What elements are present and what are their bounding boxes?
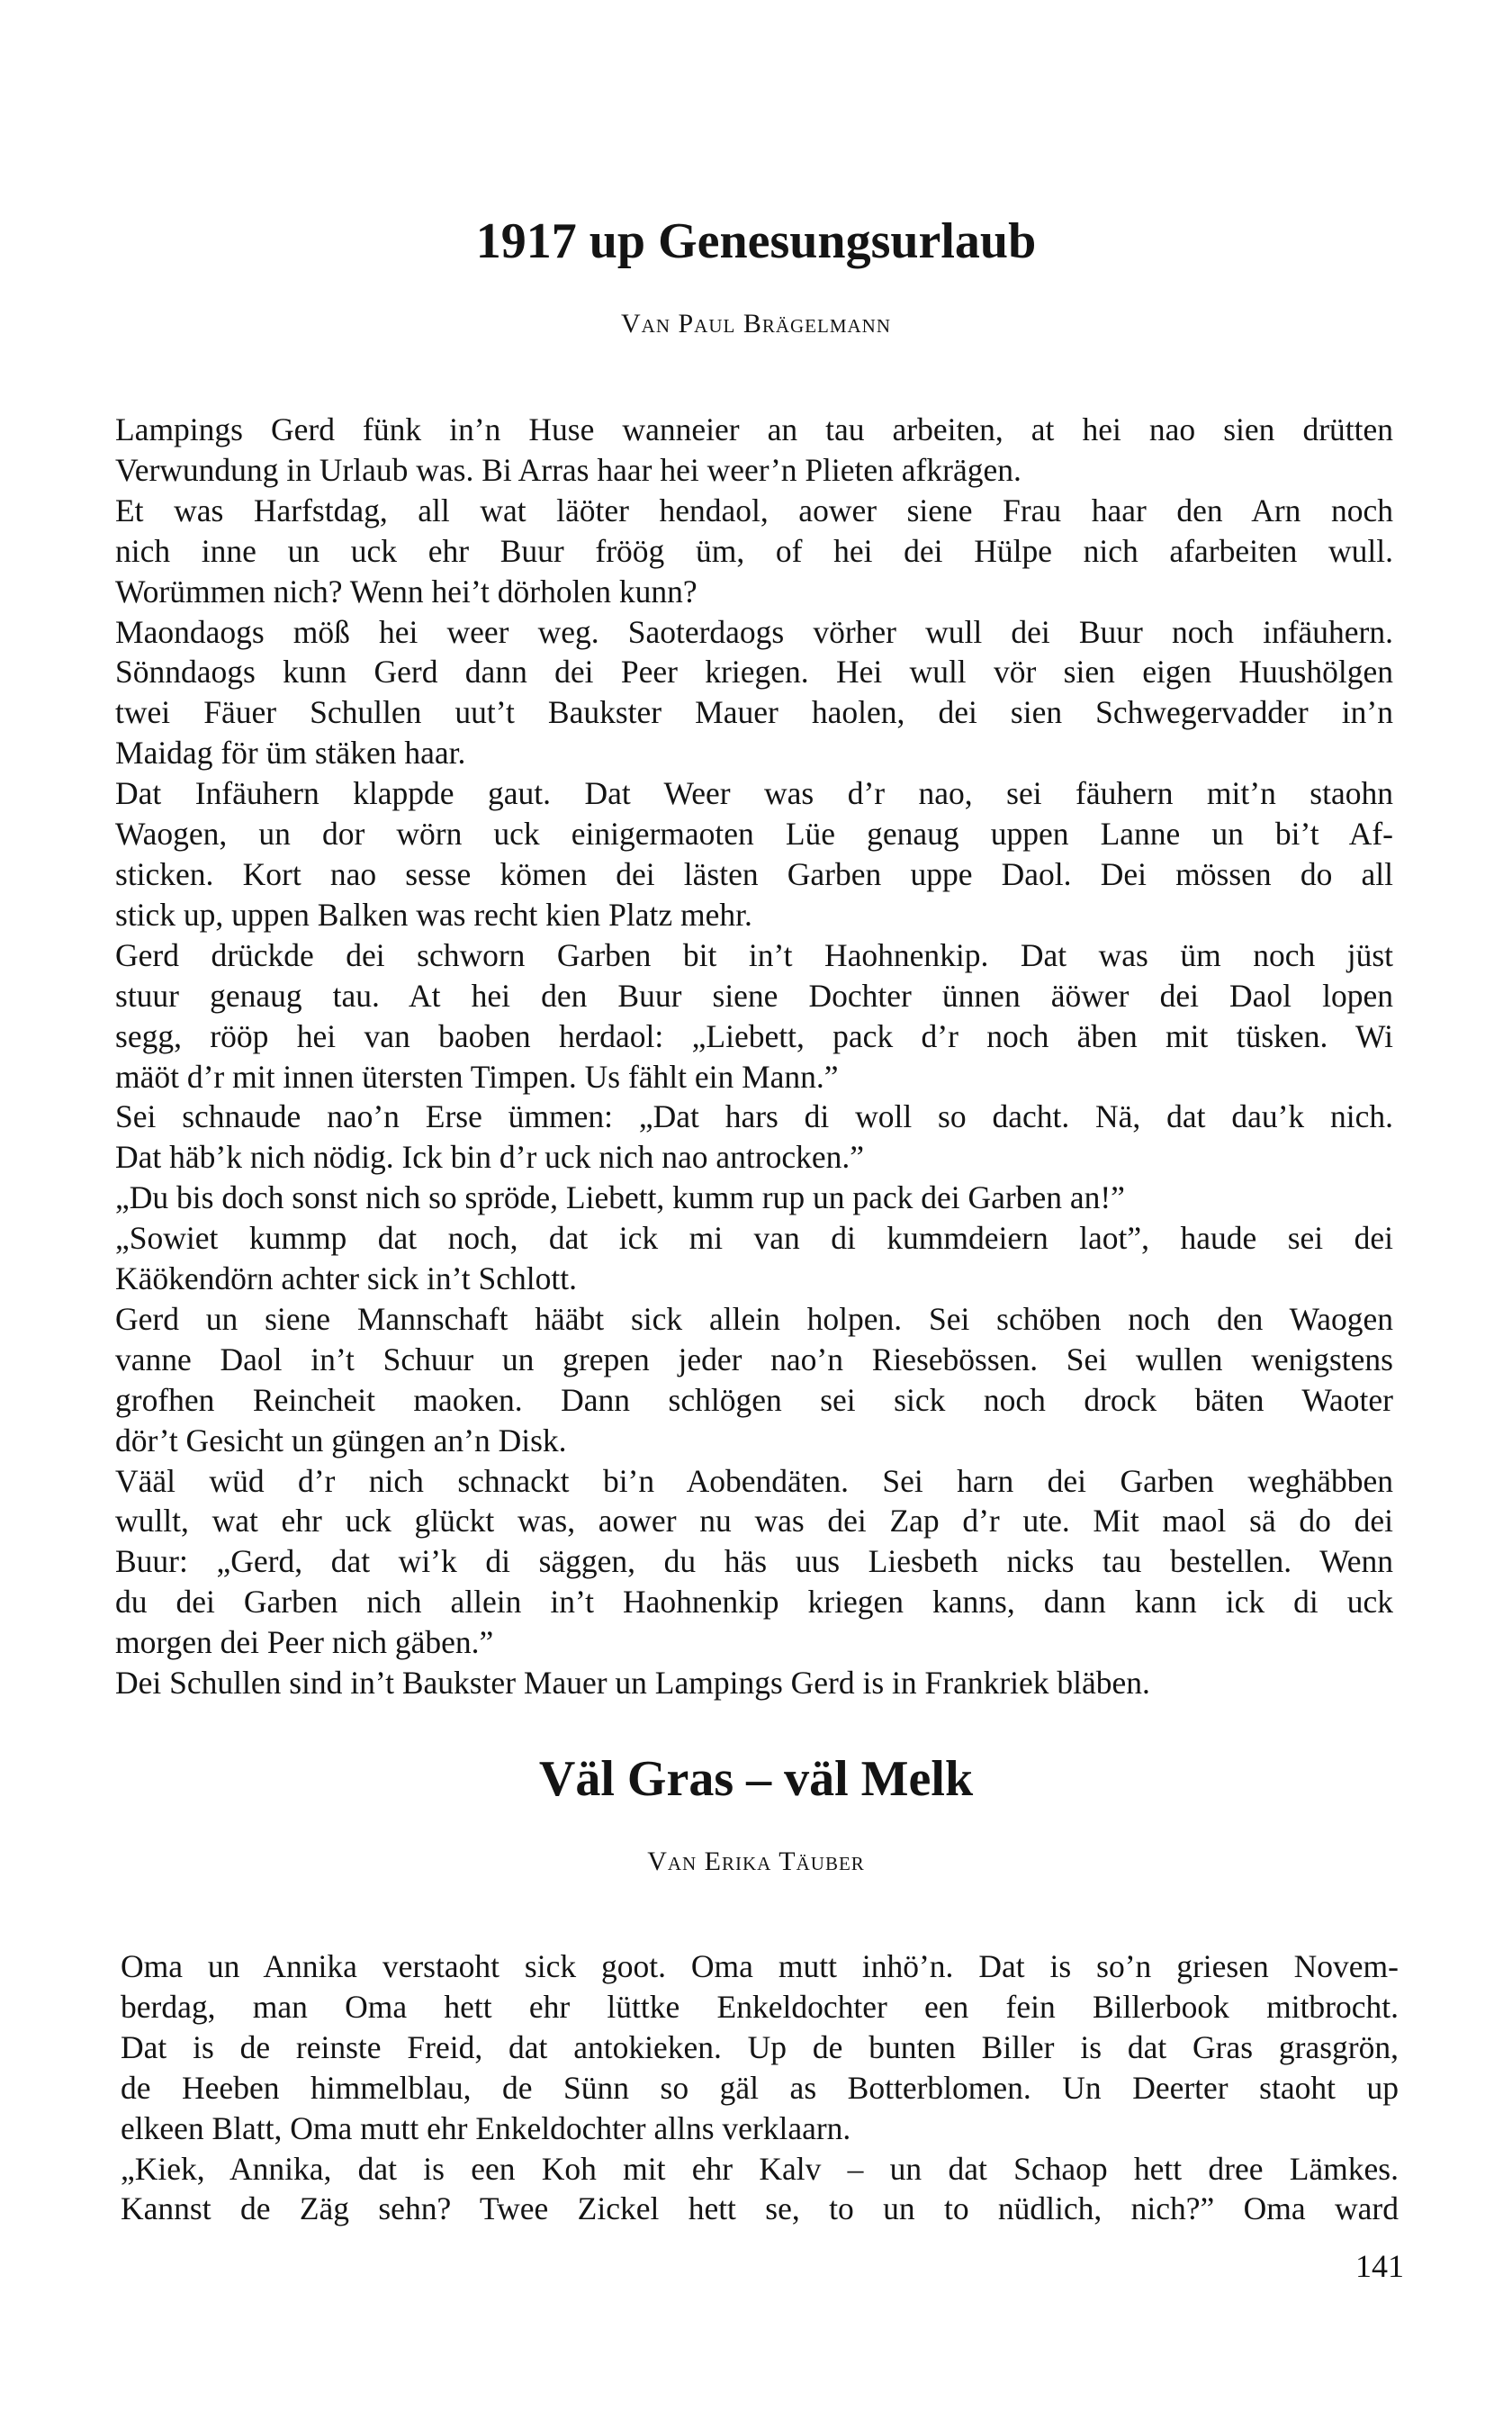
article-2-title: Väl Gras – väl Melk xyxy=(538,1751,974,1807)
text-line: Waogen, un dor wörn uck einigermaoten Lüe genaug uppen Lanne un bi’t Af- xyxy=(115,816,1393,853)
text-line: Gerd un siene Mannschaft hääbt sick allein holpen. Sei schöben noch den Waogen xyxy=(115,1300,1393,1337)
article-2-body xyxy=(121,1946,1399,2229)
article-1-title: 1917 up Genesungsurlaub xyxy=(475,213,1037,269)
text-line: vanne Daol in’t Schuur un grepen jeder nao’n Riesebössen. Sei wullen wenigstens xyxy=(115,1341,1393,1377)
text-line: wullt, wat ehr uck glückt was, aower nu was dei Zap d’r ute. Mit maol sä do dei xyxy=(115,1503,1393,1540)
text-line: mäöt d’r mit innen ütersten Timpen. Us fählt ein Mann.” xyxy=(115,1058,839,1095)
text-line: morgen dei Peer nich gäben.” xyxy=(115,1624,494,1661)
text-line: Worümmen nich? Wenn hei’t dörholen kunn? xyxy=(115,573,698,610)
page-number: 141 xyxy=(1355,2248,1404,2284)
text-line: nich inne un uck ehr Buur fröög üm, of hei dei Hülpe nich afarbeiten wull. xyxy=(115,532,1393,569)
text-line: elkeen Blatt, Oma mutt ehr Enkeldochter allns verklaarn. xyxy=(121,2109,851,2146)
article-1-byline: Van Paul Brägelmann xyxy=(620,309,891,339)
text-line: berdag, man Oma hett ehr lüttke Enkeldochter een fein Billerbook mitbrocht. xyxy=(121,1988,1399,2025)
text-line: dör’t Gesicht un güngen an’n Disk. xyxy=(115,1422,567,1458)
text-line: Sönndaogs kunn Gerd dann dei Peer kriegen. Hei wull vör sien eigen Huushölgen xyxy=(115,654,1393,691)
text-line: Buur: „Gerd, dat wi’k di säggen, du häs uus Liesbeth nicks tau bestellen. Wenn xyxy=(115,1543,1393,1580)
text-line: stuur genaug tau. At hei den Buur siene Dochter ünnen äöwer dei Daol lopen xyxy=(115,977,1393,1014)
text-line: Kannst de Zäg sehn? Twee Zickel hett se, to un to nüdlich, nich?” Oma ward xyxy=(121,2190,1399,2227)
text-line: Maidag för üm stäken haar. xyxy=(115,735,466,772)
text-line: Vääl wüd d’r nich schnackt bi’n Aobendäten. Sei harn dei Garben weghäbben xyxy=(115,1462,1393,1499)
text-line: Dei Schullen sind in’t Baukster Mauer un Lampings Gerd is in Frankriek bläben. xyxy=(115,1665,1150,1702)
article-2-byline: Van Erika Täuber xyxy=(647,1847,865,1876)
text-line: Verwundung in Urlaub was. Bi Arras haar hei weer’n Plieten afkrägen. xyxy=(115,451,1022,488)
text-line: Dat Infäuhern klappde gaut. Dat Weer was d’r nao, sei fäuhern mit’n staohn xyxy=(115,775,1393,812)
text-line: du dei Garben nich allein in’t Haohnenkip kriegen kanns, dann kann ick di uck xyxy=(115,1584,1393,1621)
text-line: „Du bis doch sonst nich so spröde, Liebett, kumm rup un pack dei Garben an!” xyxy=(115,1179,1125,1216)
text-line: Maondaogs möß hei weer weg. Saoterdaogs vörher wull dei Buur noch infäuhern. xyxy=(115,613,1393,650)
text-line: segg, rööp hei van baoben herdaol: „Liebett, pack d’r noch äben mit tüsken. Wi xyxy=(115,1017,1393,1054)
text-line: Lampings Gerd fünk in’n Huse wanneier an tau arbeiten, at hei nao sien drütten xyxy=(115,411,1393,447)
text-line: Käökendörn achter sick in’t Schlott. xyxy=(115,1260,577,1297)
text-line: twei Fäuer Schullen uut’t Baukster Mauer haolen, dei sien Schwegervadder in’n xyxy=(115,694,1393,731)
text-line: Sei schnaude nao’n Erse ümmen: „Dat hars di woll so dacht. Nä, dat dau’k nich. xyxy=(115,1098,1393,1135)
text-line: Oma un Annika verstaoht sick goot. Oma mutt inhö’n. Dat is so’n griesen Novem- xyxy=(121,1948,1399,1984)
text-line: stick up, uppen Balken was recht kien Platz mehr. xyxy=(115,896,752,933)
text-line: Dat häb’k nich nödig. Ick bin d’r uck nich nao antrocken.” xyxy=(115,1139,864,1176)
article-1-body xyxy=(115,410,1393,1703)
text-line: „Kiek, Annika, dat is een Koh mit ehr Kalv – un dat Schaop hett dree Lämkes. xyxy=(121,2150,1399,2187)
text-line: Dat is de reinste Freid, dat antokieken. Up de bunten Biller is dat Gras grasgrön, xyxy=(121,2028,1399,2065)
text-line: Et was Harfstdag, all wat läöter hendaol, aower siene Frau haar den Arn noch xyxy=(115,492,1393,528)
text-line: Gerd drückde dei schworn Garben bit in’t Haohnenkip. Dat was üm noch jüst xyxy=(115,936,1393,973)
text-line: sticken. Kort nao sesse kömen dei lästen Garben uppe Daol. Dei mössen do all xyxy=(115,855,1393,892)
text-line: „Sowiet kummp dat noch, dat ick mi van di kummdeiern laot”, haude sei dei xyxy=(115,1220,1393,1257)
text-line: de Heeben himmelblau, de Sünn so gäl as Botterblomen. Un Deerter staoht up xyxy=(121,2069,1399,2106)
text-line: grofhen Reincheit maoken. Dann schlögen sei sick noch drock bäten Waoter xyxy=(115,1381,1393,1418)
